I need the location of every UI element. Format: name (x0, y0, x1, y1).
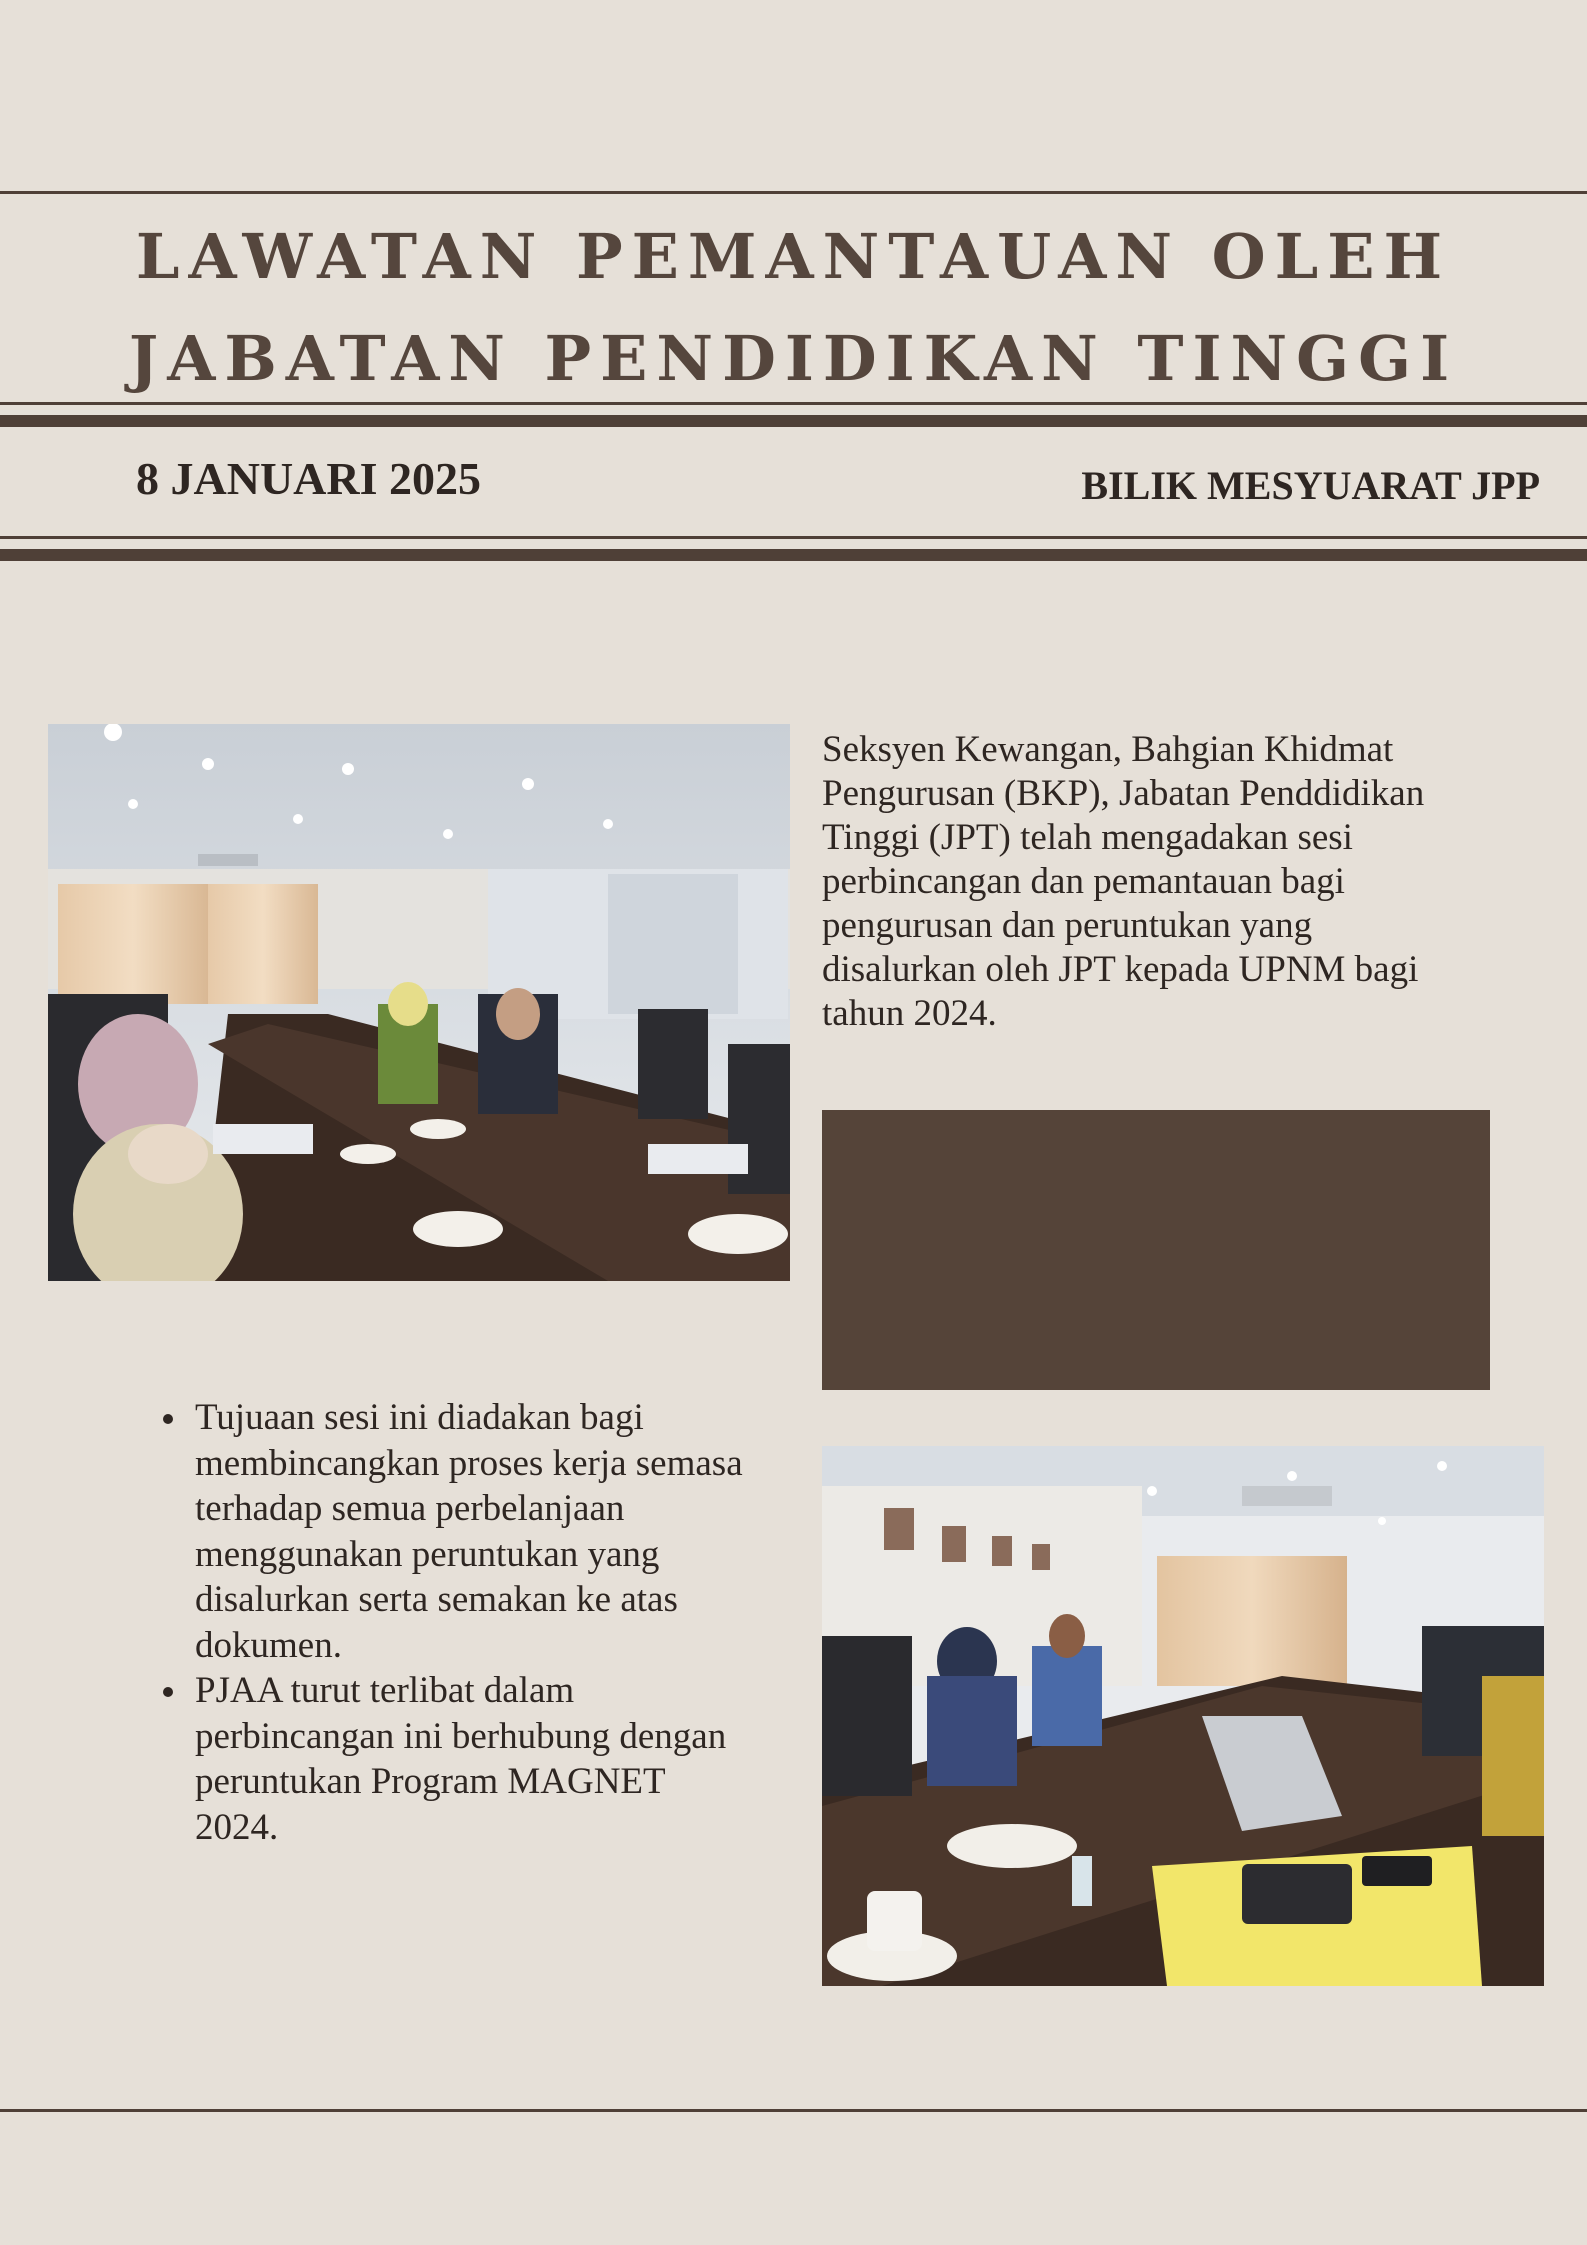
header-rule-bottom-thin (0, 536, 1587, 539)
event-date: 8 JANUARI 2025 (136, 453, 481, 504)
page-title-line-1: LAWATAN PEMANTAUAN OLEH (135, 220, 1452, 293)
decorative-brown-panel (822, 1110, 1490, 1390)
list-item: PJAA turut terlibat dalam perbincangan ini berhubung dengan peruntukan Program MAGNET 2024. (155, 1668, 755, 1850)
list-item: Tujuaan sesi ini diadakan bagi membincangkan proses kerja semasa terhadap semua perbelanjaan menggunakan peruntukan yang disalurkan serta semakan ke atas dokumen. (155, 1395, 755, 1668)
summary-bullet-list (155, 1395, 755, 1850)
header-rule-top (0, 191, 1587, 194)
meeting-photo-1 (48, 724, 790, 1281)
header-rule-bottom-thick (0, 549, 1587, 561)
header-rule-mid-thin (0, 402, 1587, 405)
meeting-photo-2 (822, 1446, 1544, 1986)
event-venue: BILIK MESYUARAT JPP (1081, 463, 1540, 508)
page-title-line-2: JABATAN PENDIDIKAN TINGGI (128, 322, 1459, 395)
header-rule-mid-thick (0, 415, 1587, 427)
footer-rule (0, 2109, 1587, 2112)
intro-paragraph: Seksyen Kewangan, Bahgian Khidmat Pengurusan (BKP), Jabatan Penddidikan Tinggi (JPT) telah mengadakan sesi perbincangan dan pemantauan bagi pengurusan dan peruntukan yang disalurkan oleh JPT kepada UPNM bagi tahun 2024. (822, 729, 1425, 1034)
